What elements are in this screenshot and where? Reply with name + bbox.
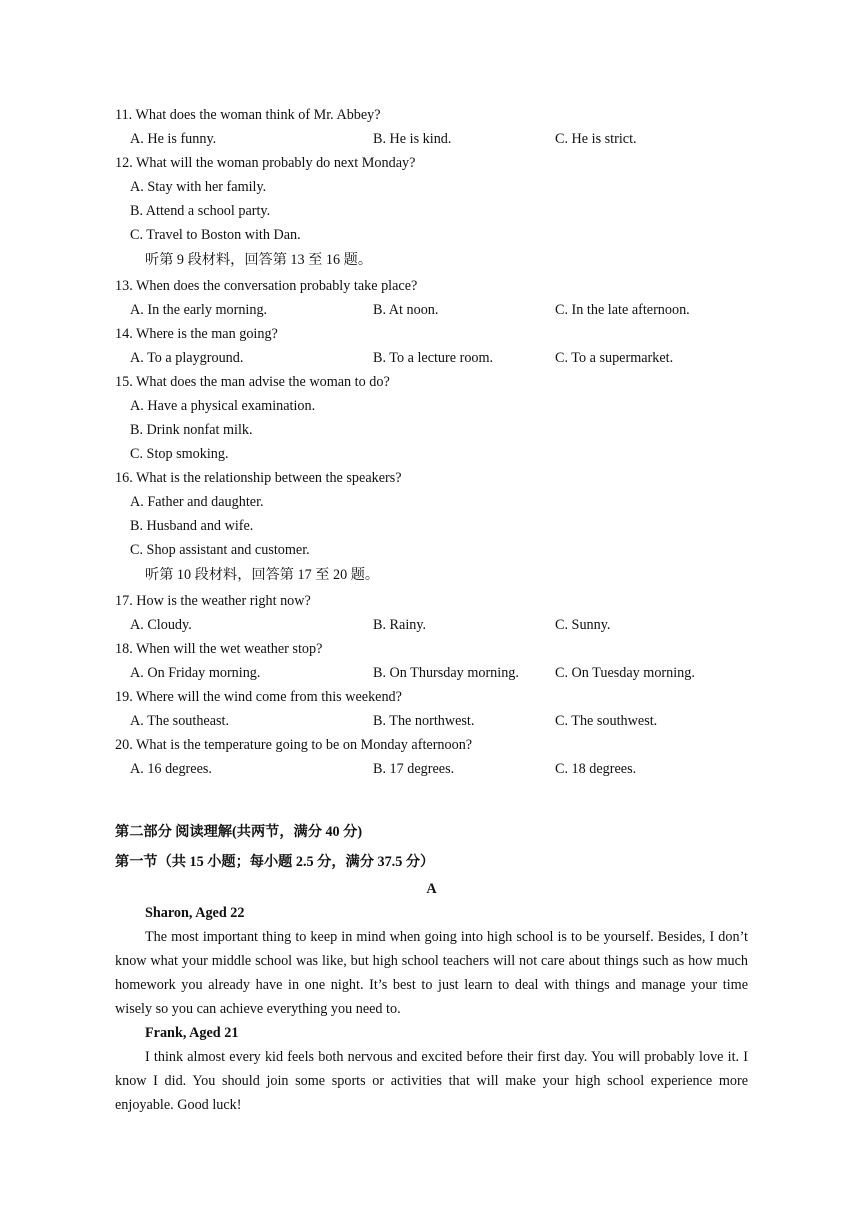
question-20-options [115, 757, 748, 781]
option-b: B. At noon. [373, 302, 439, 318]
option-b: B. Rainy. [373, 617, 427, 633]
question-19: 19. Where will the wind come from this weekend? [115, 689, 402, 705]
question-11-options [115, 127, 748, 151]
listening-note-10: 听第 10 段材料，回答第 17 至 20 题。 [145, 567, 380, 583]
option-a: A. Cloudy. [130, 617, 192, 633]
option-a: A. Have a physical examination. [130, 398, 316, 414]
option-b: B. He is kind. [373, 131, 452, 147]
option-c: C. He is strict. [555, 131, 637, 147]
question-13-options [115, 298, 748, 322]
option-b: B. Husband and wife. [130, 518, 254, 534]
option-a: A. Father and daughter. [130, 494, 264, 510]
question-16: 16. What is the relationship between the speakers? [115, 470, 402, 486]
option-a: A. The southeast. [130, 713, 230, 729]
option-a: A. On Friday morning. [130, 665, 261, 681]
section1-title: 第一节（共 15 小题；每小题 2.5 分，满分 37.5 分） [115, 854, 435, 870]
question-20: 20. What is the temperature going to be on Monday afternoon? [115, 737, 473, 753]
option-c: C. On Tuesday morning. [555, 665, 695, 681]
option-c: C. To a supermarket. [555, 350, 674, 366]
entry-author: Frank, Aged 21 [145, 1025, 239, 1041]
option-c: C. Stop smoking. [130, 446, 229, 462]
option-b: B. On Thursday morning. [373, 665, 519, 681]
question-18-options [115, 661, 748, 685]
entry-text: The most important thing to keep in mind when going into high school is to be yourself. Besides, I don’t know what your middle school was like, but high school teachers will not care about things such as how much homework you already have in one night. It’s best to just learn to deal with things and manage your time wisely so you can achieve everything you need to. [115, 929, 748, 1017]
question-13: 13. When does the conversation probably take place? [115, 278, 418, 294]
entry-text: I think almost every kid feels both nervous and excited before their first day. You will probably love it. I know I did. You should join some sports or activities that will make your high school experience more enjoyable. Good luck! [115, 1049, 748, 1113]
entry-author: Sharon, Aged 22 [145, 905, 245, 921]
option-a: A. 16 degrees. [130, 761, 212, 777]
spacer [115, 781, 748, 817]
question-14-options [115, 346, 748, 370]
question-15: 15. What does the man advise the woman to do? [115, 374, 390, 390]
listening-note-9: 听第 9 段材料，回答第 13 至 16 题。 [145, 252, 373, 268]
option-c: C. In the late afternoon. [555, 302, 690, 318]
option-b: B. Drink nonfat milk. [130, 422, 253, 438]
question-18: 18. When will the wet weather stop? [115, 641, 323, 657]
option-c: C. Sunny. [555, 617, 611, 633]
option-a: A. Stay with her family. [130, 179, 267, 195]
option-c: C. Shop assistant and customer. [130, 542, 310, 558]
document-page [115, 103, 748, 1117]
option-b: B. 17 degrees. [373, 761, 455, 777]
option-c: C. The southwest. [555, 713, 658, 729]
option-a: A. To a playground. [130, 350, 244, 366]
question-11: 11. What does the woman think of Mr. Abbey? [115, 107, 381, 123]
passage-label: A [426, 881, 437, 897]
option-b: B. The northwest. [373, 713, 475, 729]
question-14: 14. Where is the man going? [115, 326, 278, 342]
part2-title: 第二部分 阅读理解(共两节，满分 40 分) [115, 824, 363, 840]
option-b: B. To a lecture room. [373, 350, 494, 366]
option-c: C. Travel to Boston with Dan. [130, 227, 301, 243]
option-a: A. He is funny. [130, 131, 217, 147]
question-19-options [115, 709, 748, 733]
question-17-options [115, 613, 748, 637]
question-12: 12. What will the woman probably do next Monday? [115, 155, 416, 171]
option-b: B. Attend a school party. [130, 203, 271, 219]
option-c: C. 18 degrees. [555, 761, 637, 777]
option-a: A. In the early morning. [130, 302, 268, 318]
question-17: 17. How is the weather right now? [115, 593, 311, 609]
